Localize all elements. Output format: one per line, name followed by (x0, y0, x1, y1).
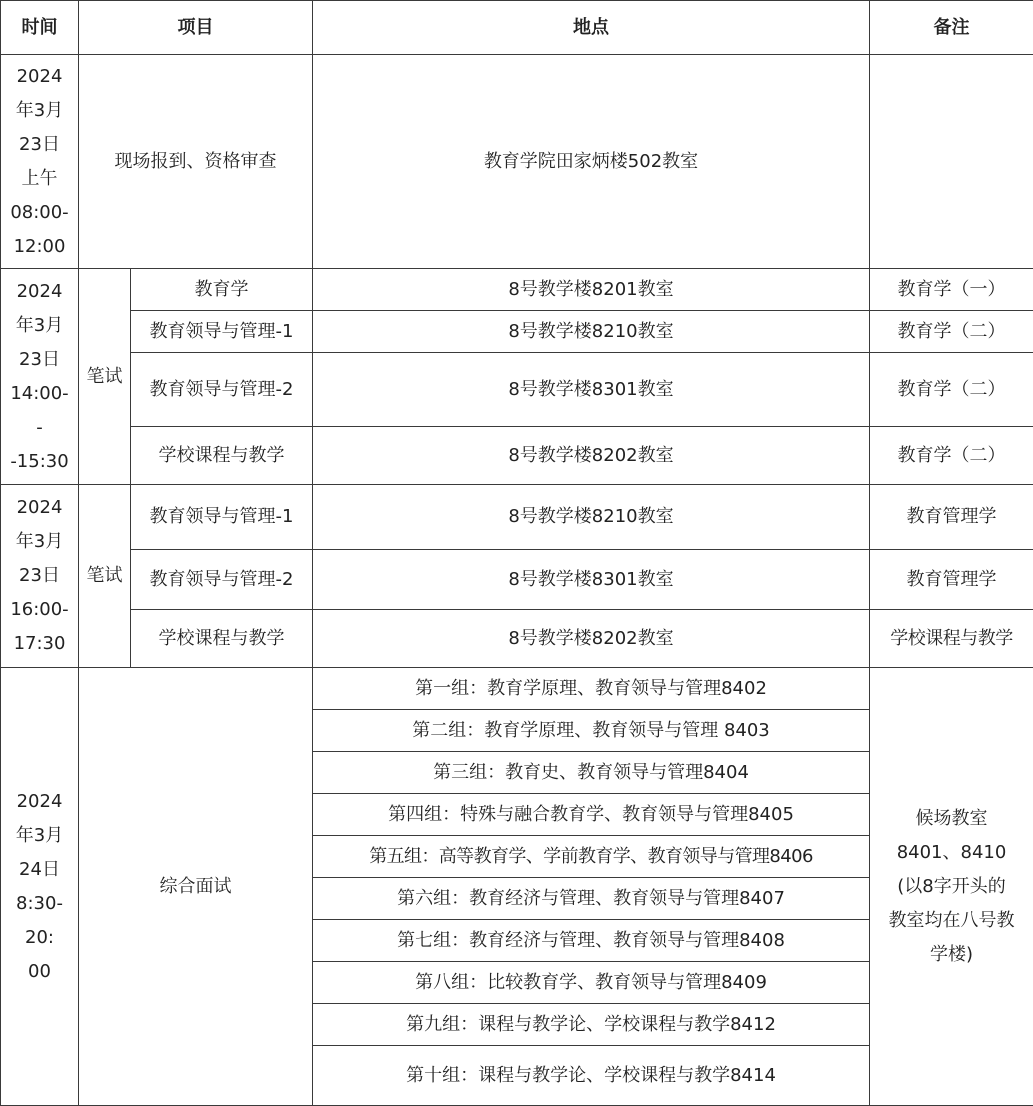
location-cell: 8号教学楼8201教室 (313, 269, 870, 311)
table-row (1, 353, 1033, 427)
note-cell: 教育学（二） (870, 427, 1033, 485)
location-cell: 8号教学楼8202教室 (313, 427, 870, 485)
location-cell: 教育学院田家炳楼502教室 (313, 55, 870, 269)
note-cell: 教育学（二） (870, 311, 1033, 353)
group-cell: 第七组：教育经济与管理、教育领导与管理8408 (313, 920, 870, 962)
group-cell: 第十组：课程与教学论、学校课程与教学8414 (313, 1046, 870, 1106)
group-cell: 第六组：教育经济与管理、教育领导与管理8407 (313, 878, 870, 920)
note-cell: 学校课程与教学 (870, 610, 1033, 668)
interview-item-cell: 综合面试 (79, 668, 313, 1106)
item-cell: 教育领导与管理-2 (131, 353, 313, 427)
item-cell: 教育领导与管理-1 (131, 485, 313, 550)
time-cell-written-exam-2: 2024 年3月 23日 16:00- 17:30 (1, 485, 79, 668)
item-cell: 现场报到、资格审查 (79, 55, 313, 269)
note-cell: 教育学（二） (870, 353, 1033, 427)
location-cell: 8号教学楼8210教室 (313, 485, 870, 550)
table-row (1, 269, 1033, 311)
exam-type-cell: 笔试 (79, 485, 131, 668)
waiting-room-note-cell: 候场教室 8401、8410 (以8字开头的 教室均在八号教 学楼) (870, 668, 1033, 1106)
exam-type-cell: 笔试 (79, 269, 131, 485)
item-cell: 学校课程与教学 (131, 610, 313, 668)
note-cell: 教育管理学 (870, 485, 1033, 550)
time-cell-written-exam-1: 2024 年3月 23日 14:00- - -15:30 (1, 269, 79, 485)
note-cell: 教育管理学 (870, 550, 1033, 610)
table-row (1, 55, 1033, 269)
item-cell: 教育领导与管理-1 (131, 311, 313, 353)
group-cell: 第五组：高等教育学、学前教育学、教育领导与管理8406 (313, 836, 870, 878)
group-cell: 第三组：教育史、教育领导与管理8404 (313, 752, 870, 794)
header-time: 时间 (1, 1, 79, 55)
table-row (1, 427, 1033, 485)
table-row (1, 311, 1033, 353)
location-cell: 8号教学楼8301教室 (313, 550, 870, 610)
table-row (1, 550, 1033, 610)
table-row (1, 668, 1033, 710)
header-location: 地点 (313, 1, 870, 55)
group-cell: 第二组：教育学原理、教育领导与管理 8403 (313, 710, 870, 752)
item-cell: 学校课程与教学 (131, 427, 313, 485)
table-row (1, 485, 1033, 550)
location-cell: 8号教学楼8210教室 (313, 311, 870, 353)
group-cell: 第一组：教育学原理、教育领导与管理8402 (313, 668, 870, 710)
group-cell: 第四组：特殊与融合教育学、教育领导与管理8405 (313, 794, 870, 836)
header-item: 项目 (79, 1, 313, 55)
group-cell: 第八组：比较教育学、教育领导与管理8409 (313, 962, 870, 1004)
item-cell: 教育领导与管理-2 (131, 550, 313, 610)
table-row (1, 610, 1033, 668)
time-cell-registration: 2024 年3月 23日 上午 08:00- 12:00 (1, 55, 79, 269)
note-cell: 教育学（一） (870, 269, 1033, 311)
item-cell: 教育学 (131, 269, 313, 311)
group-cell: 第九组：课程与教学论、学校课程与教学8412 (313, 1004, 870, 1046)
location-cell: 8号教学楼8202教室 (313, 610, 870, 668)
note-cell (870, 55, 1033, 269)
location-cell: 8号教学楼8301教室 (313, 353, 870, 427)
header-note: 备注 (870, 1, 1033, 55)
header-row (1, 1, 1033, 55)
time-cell-interview: 2024 年3月 24日 8:30- 20: 00 (1, 668, 79, 1106)
